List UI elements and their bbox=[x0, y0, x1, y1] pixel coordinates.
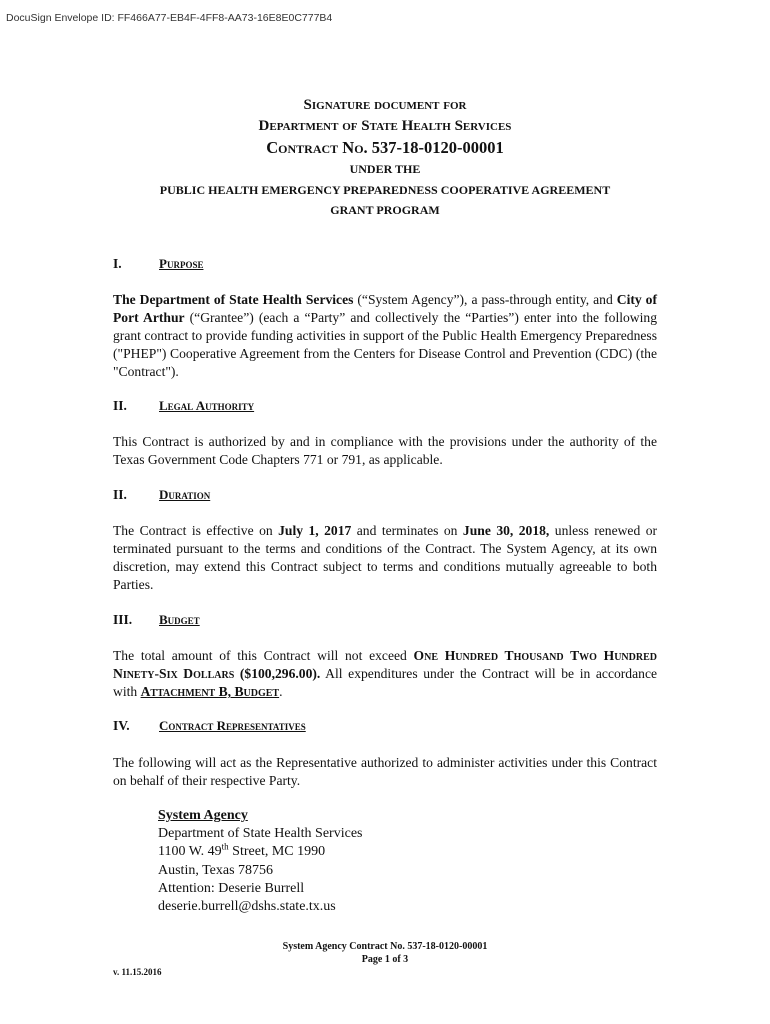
address-heading: System Agency bbox=[158, 808, 248, 823]
duration-text-2: and terminates on bbox=[351, 523, 463, 538]
version-label: v. 11.15.2016 bbox=[113, 967, 162, 977]
section-legal-authority-heading bbox=[113, 398, 254, 414]
budget-text-3: . bbox=[279, 684, 283, 699]
document-title bbox=[0, 95, 770, 221]
system-agency-name: The Department of State Health Services bbox=[113, 292, 354, 307]
section-number: IV. bbox=[113, 718, 130, 733]
amount-words: One Hundred Thousand Two Hundred Ninety-Six Dollars bbox=[113, 648, 657, 681]
purpose-text-1: (“System Agency”), a pass-through entity, and bbox=[353, 292, 617, 307]
page-footer bbox=[0, 940, 770, 966]
address-line-city: Austin, Texas 78756 bbox=[158, 862, 274, 878]
section-number: II. bbox=[113, 487, 127, 502]
section-label: Duration bbox=[159, 487, 211, 502]
section-label: Budget bbox=[159, 612, 200, 627]
address-line-org: Department of State Health Services bbox=[158, 826, 363, 842]
footer-contract-number: System Agency Contract No. 537-18-0120-00001 bbox=[282, 941, 488, 952]
end-date: June 30, 2018, bbox=[462, 523, 550, 538]
section-representatives-heading bbox=[113, 718, 306, 734]
budget-text-2: All expenditures under the Contract will be in accordance with bbox=[113, 666, 658, 699]
title-line-5: PUBLIC HEALTH EMERGENCY PREPAREDNESS COOPERATIVE AGREEMENT bbox=[159, 182, 611, 197]
section-label: Contract Representatives bbox=[159, 718, 306, 733]
street-number: 1100 W. 49 bbox=[158, 844, 222, 860]
title-line-1: Signature document for bbox=[303, 97, 467, 113]
duration-paragraph bbox=[113, 522, 657, 594]
section-duration-heading bbox=[113, 487, 210, 503]
legal-authority-paragraph: This Contract is authorized by and in compliance with the provisions under the authority of the Texas Government Code Chapters 771 or 791, as applicable. bbox=[113, 434, 657, 467]
attachment-reference: Attachment B, Budget bbox=[140, 684, 280, 699]
section-label: Purpose bbox=[159, 256, 204, 271]
footer-page-number: Page 1 of 3 bbox=[361, 954, 409, 965]
address-line-street bbox=[158, 843, 362, 861]
amount-number: ($100,296.00). bbox=[234, 666, 321, 681]
purpose-paragraph bbox=[113, 291, 657, 381]
section-label: Legal Authority bbox=[159, 398, 255, 413]
budget-text-1: The total amount of this Contract will not exceed bbox=[113, 648, 414, 663]
title-line-2: Department of State Health Services bbox=[258, 118, 512, 134]
street-name: Street, MC 1990 bbox=[228, 844, 326, 860]
duration-text-1: The Contract is effective on bbox=[113, 523, 279, 538]
title-line-6: GRANT PROGRAM bbox=[330, 203, 440, 217]
section-number: II. bbox=[113, 398, 127, 413]
address-line-attention: Attention: Deserie Burrell bbox=[158, 880, 305, 896]
grantee-name: City of Port Arthur bbox=[113, 292, 657, 325]
contract-number-title: Contract No. 537-18-0120-00001 bbox=[266, 138, 504, 157]
address-email[interactable]: deserie.burrell@dshs.state.tx.us bbox=[158, 899, 336, 915]
section-number: III. bbox=[113, 612, 133, 627]
title-line-4: UNDER THE bbox=[349, 162, 421, 176]
system-agency-address bbox=[158, 807, 362, 916]
representatives-paragraph: The following will act as the Representative authorized to administer activities under this Contract on behalf of their respective Party. bbox=[113, 755, 657, 788]
purpose-text-2: (“Grantee”) (each a “Party” and collectively the “Parties”) enter into the following grant contract to provide funding activities in support of the Public Health Emergency Preparedness ("PHEP") Cooperative Agreement from the Centers for Disease Control and Prevention (CDC) (the "Contract"). bbox=[113, 310, 657, 379]
street-suffix: th bbox=[221, 841, 229, 852]
start-date: July 1, 2017 bbox=[278, 523, 352, 538]
budget-paragraph bbox=[113, 647, 657, 701]
envelope-id: DocuSign Envelope ID: FF466A77-EB4F-4FF8-AA73-16E8E0C777B4 bbox=[6, 12, 333, 24]
section-number: I. bbox=[113, 256, 122, 271]
section-budget-heading bbox=[113, 612, 200, 628]
section-purpose-heading bbox=[113, 256, 203, 272]
duration-text-3: unless renewed or terminated pursuant to the terms and conditions of the Contract. The System Agency, at its own discretion, may extend this Contract subject to terms and conditions mutually agreeable to both Parties. bbox=[113, 523, 658, 592]
